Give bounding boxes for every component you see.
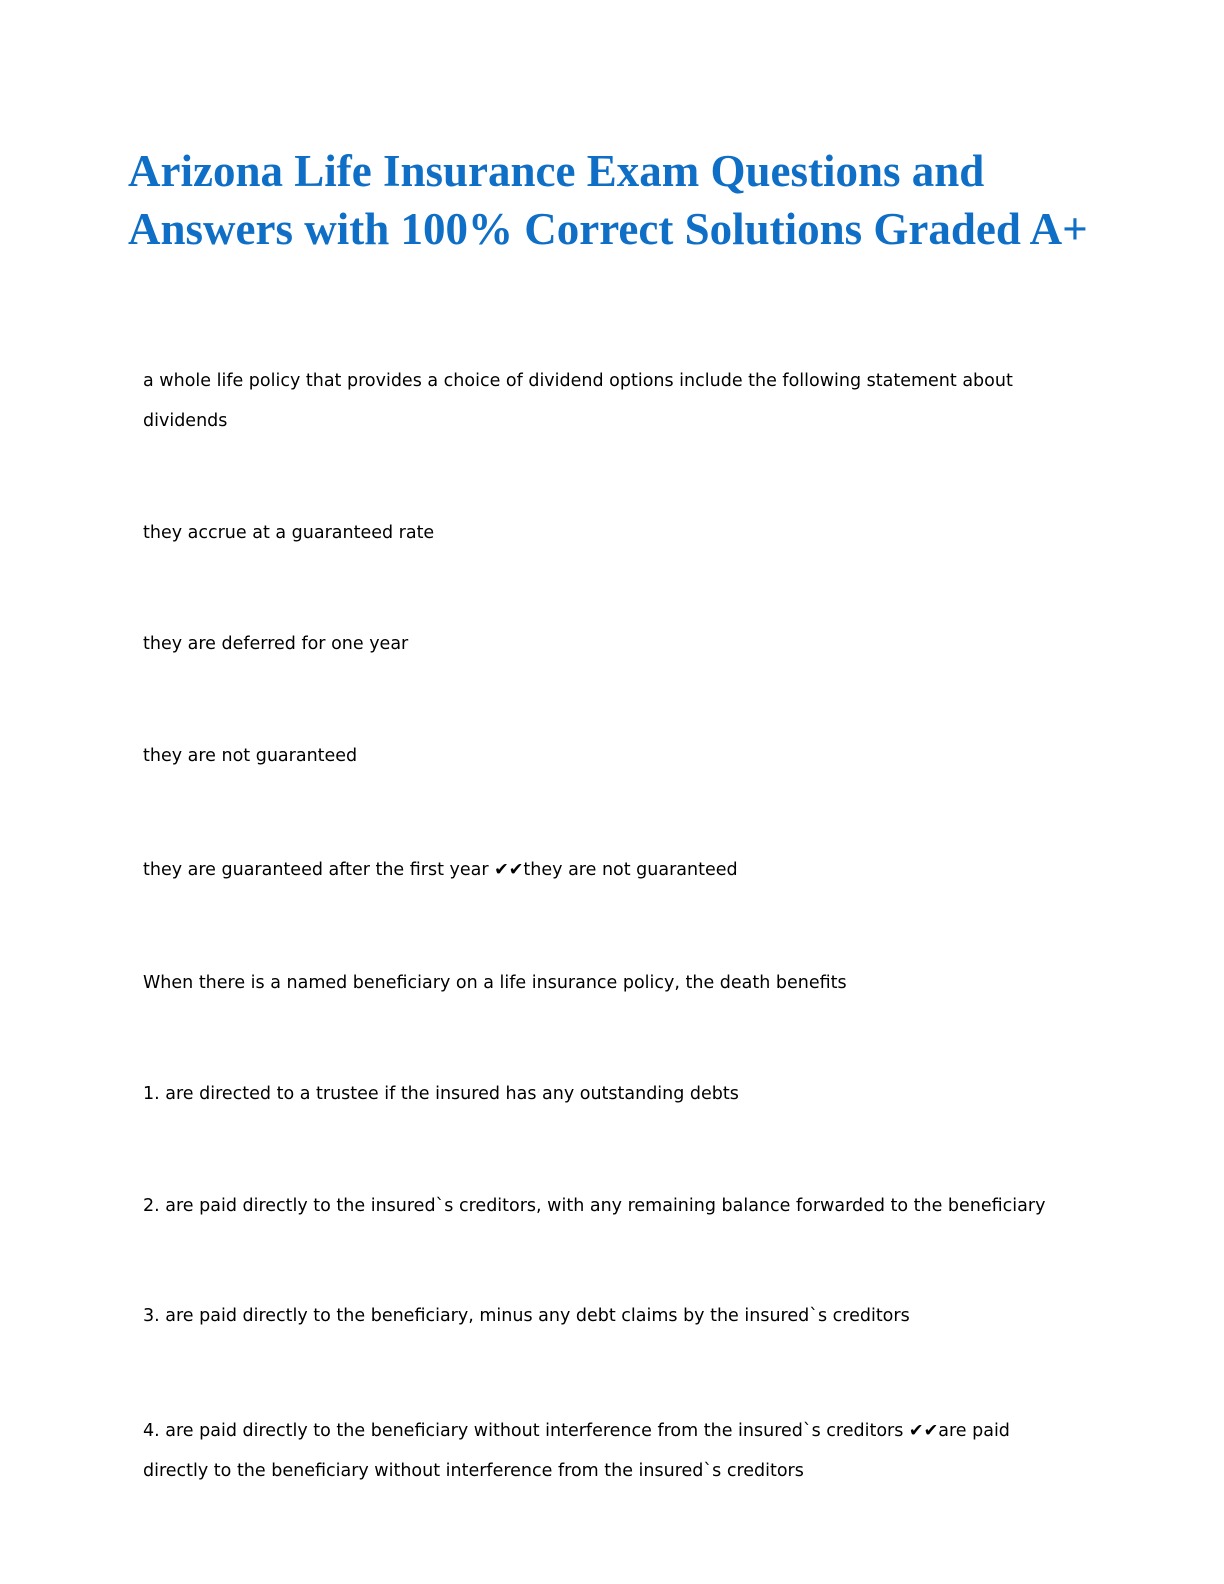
question-1-text: a whole life policy that provides a choice of dividend options include the following statement about dividends bbox=[143, 371, 1013, 431]
question-1-option-3: they are not guaranteed bbox=[143, 746, 358, 766]
question-2-option-1: 1. are directed to a trustee if the insured has any outstanding debts bbox=[143, 1084, 739, 1104]
question-2-option-4-with-answer: 4. are paid directly to the beneficiary without interference from the insured`s creditors ✔✔are paid directly to the beneficiary without interference from the insured`s creditors bbox=[143, 1421, 1010, 1481]
question-2-option-3: 3. are paid directly to the beneficiary, minus any debt claims by the insured`s creditors bbox=[143, 1306, 910, 1326]
question-2-option-2: 2. are paid directly to the insured`s creditors, with any remaining balance forwarded to the beneficiary bbox=[143, 1196, 1046, 1216]
question-1-option-4-with-answer: they are guaranteed after the first year ✔✔they are not guaranteed bbox=[143, 860, 738, 880]
question-2-text: When there is a named beneficiary on a life insurance policy, the death benefits bbox=[143, 973, 847, 993]
question-1-option-1: they accrue at a guaranteed rate bbox=[143, 523, 435, 543]
page-title: Arizona Life Insurance Exam Questions and Answers with 100% Correct Solutions Graded A+ bbox=[128, 146, 1088, 254]
question-1-option-2: they are deferred for one year bbox=[143, 634, 409, 654]
